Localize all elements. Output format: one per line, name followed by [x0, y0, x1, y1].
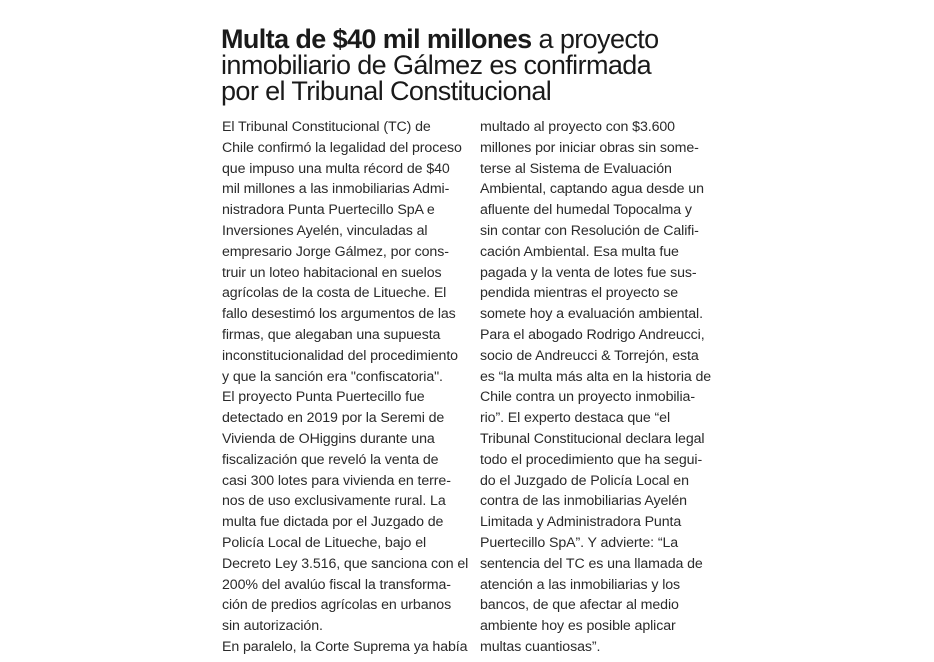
article-column-2 [480, 117, 740, 658]
article-line: que impuso una multa récord de $40 [222, 160, 450, 177]
article-column-1 [222, 117, 482, 658]
article-line: mil millones a las inmobiliarias Admi- [222, 181, 450, 198]
article-line: terse al Sistema de Evaluación [480, 160, 672, 177]
headline-line-1 [221, 26, 741, 52]
article-line: nistradora Punta Puertecillo SpA e [222, 202, 435, 219]
article-line: millones por iniciar obras sin some- [480, 139, 699, 156]
article-line: sentencia del TC es una llamada de [480, 555, 703, 572]
article-line: nos de uso exclusivamente rural. La [222, 493, 446, 510]
article-line: empresario Jorge Gálmez, por cons- [222, 243, 449, 260]
article-line: Para el abogado Rodrigo Andreucci, [480, 326, 705, 343]
article-line: y que la sanción era "confiscatoria". [222, 368, 443, 385]
article-line: pagada y la venta de lotes fue sus- [480, 264, 697, 281]
article-line: contra de las inmobiliarias Ayelén [480, 493, 687, 510]
article-line: afluente del humedal Topocalma y [480, 202, 692, 219]
article-line: 200% del avalúo fiscal la transforma- [222, 576, 451, 593]
article-line: cación Ambiental. Esa multa fue [480, 243, 679, 260]
article-line: socio de Andreucci & Torrejón, esta [480, 347, 699, 364]
article-line: pendida mientras el proyecto se [480, 285, 679, 302]
article-line: rio”. El experto destaca que “el [480, 410, 671, 427]
article-line: sin autorización. [222, 618, 323, 635]
article-line: Chile contra un proyecto inmobilia- [480, 389, 695, 406]
article-line: multas cuantiosas”. [480, 638, 601, 655]
article-line: Chile confirmó la legalidad del proceso [222, 139, 462, 156]
article-line: Inversiones Ayelén, vinculadas al [222, 222, 428, 239]
article-line: bancos, de que afectar al medio [480, 597, 679, 614]
article-line: Ambiental, captando agua desde un [480, 181, 704, 198]
article-line: El Tribunal Constitucional (TC) de [222, 119, 431, 135]
headline-line-2: inmobiliario de Gálmez es confirmada [221, 50, 652, 80]
article-line: firmas, que alegaban una supuesta [222, 326, 441, 343]
article-line: Limitada y Administradora Punta [480, 514, 682, 531]
article-line: es “la multa más alta en la historia de [480, 368, 712, 385]
article-line: fallo desestimó los argumentos de las [222, 306, 456, 323]
article-line: ambiente hoy es posible aplicar [480, 618, 676, 635]
article-line: truir un loteo habitacional en suelos [222, 264, 442, 281]
article-line: inconstitucionalidad del procedimiento [222, 347, 458, 364]
headline-line-3: por el Tribunal Constitucional [221, 76, 552, 106]
article-line: do el Juzgado de Policía Local en [480, 472, 689, 489]
article-line: En paralelo, la Corte Suprema ya había [222, 638, 468, 655]
article-line: fiscalización que reveló la venta de [222, 451, 439, 468]
article-line: multado al proyecto con $3.600 [480, 119, 675, 135]
article-line: detectado en 2019 por la Seremi de [222, 410, 445, 427]
article-line: Decreto Ley 3.516, que sanciona con el [222, 555, 469, 572]
article-line: atención a las inmobiliarias y los [480, 576, 681, 593]
article-line: agrícolas de la costa de Litueche. El [222, 285, 447, 302]
article-line: Vivienda de OHiggins durante una [222, 430, 435, 447]
article-line: El proyecto Punta Puertecillo fue [222, 389, 425, 406]
article-line: Puertecillo SpA”. Y advierte: “La [480, 534, 679, 551]
headline-bold: Multa de $40 mil millones [221, 24, 532, 54]
article-line: somete hoy a evaluación ambiental. [480, 306, 703, 323]
article-line: Policía Local de Litueche, bajo el [222, 534, 427, 551]
headline [221, 26, 741, 104]
article-line: casi 300 lotes para vivienda en terre- [222, 472, 451, 489]
article-line: ción de predios agrícolas en urbanos [222, 597, 452, 614]
article-line: multa fue dictada por el Juzgado de [222, 514, 444, 531]
headline-line-1-rest: a proyecto [531, 24, 659, 54]
article-line: sin contar con Resolución de Califi- [480, 222, 699, 239]
article-line: Tribunal Constitucional declara legal [480, 430, 705, 447]
article-line: todo el procedimiento que ha segui- [480, 451, 703, 468]
